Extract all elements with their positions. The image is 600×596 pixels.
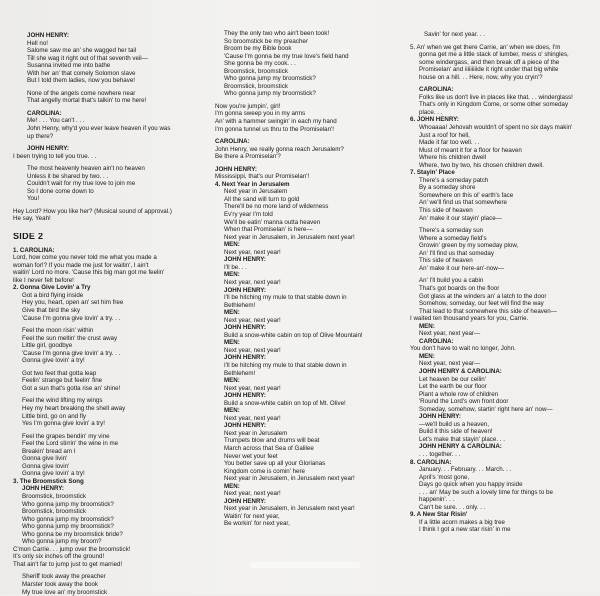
lyric-line: Next year in Jerusalem [224,429,288,437]
lyric-line: Marster took away the book [22,581,99,588]
lyric-heading: MEN: [224,241,240,249]
lyric-heading: JOHN HENRY: [224,422,266,430]
lyric-heading: 3. The Broomstick Song [13,477,84,485]
lyric-line: Can't be sure. . . only. . . [419,503,486,511]
lyric-line: Got glass at the winders an' a latch to the door [419,292,547,300]
lyric-line: Build it this side of heaven! [419,428,493,436]
lyric-line: April's 'most gone, [419,473,470,481]
lyric-heading: JOHN HENRY: [215,165,257,173]
lyric-line: Little girl, goodbye [22,342,73,350]
lyric-line: She gonna be my cook. . . [224,60,296,68]
lyric-line: Hey you, heart, open an' set him free [22,299,124,307]
lyric-line: An' make it our here-an'-now— [419,264,504,272]
lyric-line: Never wet your feet [224,452,278,460]
lyric-line: Bethlehem! [224,369,256,377]
lyric-line: Be workin' for next year, [224,520,290,528]
lyric-line: By a someday shore [419,184,476,192]
lyric-line: Broomstick, broomstick [22,508,86,516]
lyric-line: Couldn't wait for my true love to join me [27,180,136,188]
lyric-line: That angelly mortal that's talkin' to me here! [27,97,147,105]
lyric-line: There's a someday patch [419,176,489,184]
lyric-line: John Henry, we really gonna reach Jerusalem? [215,145,344,153]
lyric-line: . . . together. . . [419,450,461,458]
lyric-line: An' with a hammer swingin' in each my hand [215,118,337,126]
lyric-line: Somehow, someday, our feet will find the way [419,300,544,308]
lyric-line: like I never felt before! [13,276,74,284]
lyric-line: Let the earth be our floor [419,383,487,391]
lyric-line: Someday, somehow, startin' right here an' now— [419,405,553,413]
lyric-line: I'll be hitching my mule to that stable down in [224,361,347,369]
lyric-line: Little bird, go on and fly [22,412,86,420]
lyric-line: Kingdom come is comin' here [224,467,305,475]
lyric-heading: MEN: [224,377,240,385]
lyric-heading: CAROLINA: [215,138,250,146]
lyric-line: Got a bird flying inside [22,291,84,299]
lyric-heading: JOHN HENRY & CAROLINA: [419,367,502,375]
lyric-line: waitin' Lord no more. 'Cause this big man got me feelin' [13,269,165,277]
lyric-line: That lead to that somewhere this side of heaven— [419,307,557,315]
lyric-line: Lord, how come you never told me what you made a [13,254,157,262]
lyric-line: house on a hill. . . Here, now, why you cryin'? [419,73,543,81]
lyric-line: happenin'. . . [419,496,455,504]
lyric-line: 5. An' when we get there Carrie, an' when we does, I'm [410,43,561,51]
lyric-heading: 6. JOHN HENRY: [410,116,459,124]
lyric-line: Who gonna be my broomstick bride? [22,530,123,538]
lyric-heading: JOHN HENRY: [224,256,266,264]
lyric-heading: MEN: [224,339,240,347]
lyric-line: Next year, next year! [224,384,281,392]
lyric-line: That ain't far to jump just to get married! [13,560,123,568]
lyric-line: Hey my heart breaking the shell away [22,404,126,412]
lyric-line: Promiselan' and iiiiiiiiide it right under that big white [419,66,559,74]
lyric-line: You don't have to wait no longer, John. [410,345,516,353]
lyric-line: Who gonna jump my broomstick? [22,500,114,508]
lyric-line: Who gonna jump my broomstick? [224,75,316,83]
lyric-line: Next year in Jerusalem [224,188,288,196]
lyric-line: Days go quick when you happy inside [419,481,523,489]
lyric-line: January. . . February. . . March. . . [419,466,512,474]
lyric-line: Gonna give lovin' a try! [22,470,85,478]
lyric-heading: JOHN HENRY: [419,413,461,421]
lyric-line: I think I got a new star risin' in me [419,526,511,534]
lyric-line: Must of meant it for a floor for heaven [419,146,522,154]
lyric-line: With her an' that comely Solomon slave [27,69,136,77]
lyric-line: Whoaaaa! Jehovah wouldn't of spent no six days makin' [419,124,573,132]
lyric-line: There'll be no more land of wilderness [224,203,329,211]
lyric-line: Broomstick, broomstick [224,67,288,75]
lyric-line: 'Cause I'm gonna give lovin' a try. . . [22,349,121,357]
lyric-line: gonna get me a little stack of lumber, mess o' shingles, [419,51,569,59]
lyric-line: Give that bird the sky [22,306,81,314]
lyric-heading: 9. A New Star Risin' [410,511,468,519]
lyric-heading: CAROLINA: [419,337,454,345]
lyric-heading: JOHN HENRY: [224,324,266,332]
lyric-line: I'm gonna tunnel us thru to the Promiselan'! [215,125,334,133]
lyric-line: Broom be my Bible book [224,45,292,53]
lyric-line: My true love an' my broomstick [22,588,108,596]
lyric-line: Where, two by two, his chosen children dwell. [419,161,544,169]
lyric-line: Next year, next year! [224,414,281,422]
lyric-line: Feel the sun meltin' the crust away [22,334,118,342]
lyric-line: Feel the grapes bendin' my vine [22,432,110,440]
lyric-line: All the sand will turn to gold [224,195,300,203]
lyric-line: Feel the Lord stirrin' the wine in me [22,440,119,448]
lyric-line: Next year, next year! [224,316,281,324]
lyric-line: So I done come down to [27,187,94,195]
lyric-line: Hell no! [27,39,48,47]
lyric-line: There's a someday sun [419,227,484,235]
lyric-line: Savin' for next year. . . [424,31,486,38]
lyric-line: An' make it our stayin' place— [419,214,502,222]
lyric-line: March across that Sea of Galilee [224,444,314,452]
lyric-line: Susanna invited me into bathe [27,62,111,70]
lyric-heading: MEN: [419,352,435,360]
lyric-line: Next year, next year! [224,490,281,498]
lyric-line: An' we'll find us that somewhere [419,199,507,207]
lyric-line: Unless it be shared by two. . . [27,172,109,180]
lyric-heading: JOHN HENRY: [224,286,266,294]
lyric-heading: 8. CAROLINA: [410,458,452,466]
lyric-heading: JOHN HENRY: [224,354,266,362]
lyric-line: Now you're jumpin', girl! [215,102,281,110]
side-heading: SIDE 2 [13,233,44,241]
lyric-line: Where a someday field's [419,234,487,242]
lyric-line: Waitin' for next year, [224,512,280,520]
lyric-line: I waited ten thousand years for you, Carrie. [410,315,529,323]
lyric-line: Mississippi, that's our Promiselan'! [215,173,310,181]
column-left [13,32,199,596]
lyric-line: Let heaven be our ceilin' [419,375,486,383]
lyric-line: That's only in Kingdom Come, or some other someday [419,101,569,109]
lyric-heading: JOHN HENRY: [27,145,69,153]
lyric-line: Made it far too well. . . [419,139,480,147]
lyric-line: up there? [27,132,54,140]
lyric-line: Next year in Jerusalem, in Jerusalem next year! [224,233,355,241]
lyric-line: You! [27,195,40,203]
lyric-heading: MEN: [224,309,240,317]
column-right [410,31,596,534]
lyric-line: Yes I'm gonna give lovin' a try! [22,420,105,428]
lyric-line: Next year in Jerusalem, in Jerusalem next year! [224,475,355,483]
lyric-line: . . . an' May be such a lovely time for things to be [419,488,553,496]
lyric-line: Next year, next year— [419,360,481,368]
lyric-heading: JOHN HENRY: [224,392,266,400]
lyric-line: This side of heaven [419,257,473,265]
lyric-line: Next year, next year— [419,330,481,338]
lyric-heading: MEN: [419,322,435,330]
lyric-heading: CAROLINA: [419,86,454,94]
lyric-line: We'll be eatin' manna outta heaven [224,218,321,226]
lyric-line: Gonna give lovin' [22,462,70,470]
lyric-line: Got a sun that's gotta rise an' shine! [22,384,121,392]
lyric-line: Feelin' strange but feelin' fine [22,377,103,385]
lyric-line: Breakin' bread am I [22,447,76,455]
lyric-line: some windergass, and then break off a piece of the [419,58,560,66]
lyric-heading: 4. Next Year in Jerusalem [215,180,290,188]
lyric-line: 'Cause I'm gonna be my true love's field hand [224,52,349,60]
lyric-line: He say, Yeah! [13,215,51,223]
lyric-line: Be there a Promiselan'? [215,153,281,161]
lyric-line: They the only two who ain't been took! [224,30,330,37]
lyric-line: I'm gonna sweep you in my arms [215,110,306,118]
lyric-line: If a little acorn makes a big tree [419,518,505,526]
lyric-line: Folks like us don't live in places like that. . . winderglass! [419,93,573,101]
lyric-heading: 2. Gonna Give Lovin' a Try [13,284,91,292]
lyric-heading: 7. Stayin' Place [410,169,455,177]
lyric-line: Next year, next year! [224,278,281,286]
lyric-line: woman for!? If you made me just for waitin', I ain't [13,261,149,269]
lyric-line: 'Round the Lord's own front door [419,398,509,406]
lyric-line: place. . . [419,108,443,116]
lyric-line: But I told them ladies, now you behave! [27,77,136,85]
lyric-line: An' I'll build you a cabin [419,277,484,285]
lyric-line: Broomstick, broomstick [22,492,86,500]
lyric-line: C'mon Carrie. . . jump over the broomstick! [13,545,131,553]
lyric-line: Let's make that stayin' place. . . [419,435,505,443]
lyric-line: None of the angels come nowhere near [27,89,136,97]
lyric-line: Broomstick, broomstick [224,82,288,90]
lyric-line: Growin' green by my someday plow, [419,242,519,250]
lyric-line: Till she wag it right out of that seventh veil— [27,54,148,62]
lyric-line: 'Cause I'm gonna give lovin' a try. . . [22,314,121,322]
lyric-heading: JOHN HENRY: [27,32,69,39]
lyric-line: Got two feet that gotta leap [22,369,97,377]
lyric-line: —we'll build us a heaven, [419,420,489,428]
lyric-line: Feel the wind lifting my wings [22,397,103,405]
lyric-line: I'll be. . . [224,263,247,271]
lyric-line: Next year, next year! [224,346,281,354]
lyric-line: Gonna give livin' [22,455,68,463]
lyric-heading: JOHN HENRY & CAROLINA: [419,443,502,451]
lyric-line: Bethlehem! [224,301,256,309]
lyric-line: An' I'll find us that someday [419,249,494,257]
lyric-line: I been trying to tell you true. . . [13,152,97,160]
lyric-line: You better save up all your Glorianas [224,460,326,468]
lyric-line: Feel the moon risin' within [22,327,94,335]
lyric-line: Who gonna jump my broomstick? [22,523,114,531]
lyric-line: Just a roof for hell, [419,131,470,139]
lyric-line: It's only six inches off the ground! [13,553,105,561]
lyric-line: Somewhere on this ol' earth's face [419,191,514,199]
lyric-line: Where his children dwell [419,154,487,162]
lyric-heading: MEN: [224,271,240,279]
lyric-line: I'll be hitching my mule to that stable down in [224,294,347,302]
lyric-line: Who gonna jump my broomstick? [224,90,316,98]
lyric-heading: MEN: [224,407,240,415]
lyric-line: Me! . . . You can't . . . [27,117,85,125]
lyric-line: So broomstick be my preacher [224,37,308,45]
column-middle [215,30,405,528]
lyric-line: Build a snow-white cabin on top of Mt. Olive! [224,399,346,407]
lyric-line: Trumpets blow and drums will beat [224,437,320,445]
lyric-line: Gonna give lovin' a try! [22,357,85,365]
lyric-heading: 1. CAROLINA: [13,246,55,254]
lyric-line: Next year, next year! [224,248,281,256]
lyric-line: Build a snow-white cabin on top of Olive Mountain! [224,331,363,339]
lyric-line: Who gonna jump my broom? [22,538,102,546]
lyric-line: When that Promiselan' is here— [224,226,313,234]
lyric-line: That's got boards on the floor [419,284,500,292]
lyric-line: Salome saw me an' she wagged her tail [27,47,137,55]
lyric-line: The most heavenly heaven ain't no heaven [27,165,145,173]
lyric-line: Next year in Jerusalem, in Jerusalem next year! [224,505,355,513]
lyric-heading: JOHN HENRY: [22,485,64,493]
paper-glare [250,562,360,568]
lyric-heading: JOHN HENRY: [224,497,266,505]
lyric-line: Hey Lord? How you like her? (Musical sound of approval.) [13,207,172,215]
lyric-line: This side of heaven [419,207,473,215]
lyric-line: Who gonna jump my broomstick? [22,515,114,523]
lyric-line: John Henry, why'd you ever leave heaven if you was [27,125,171,133]
lyric-line: Ev'ry year I'm told [224,211,273,219]
lyric-line: Sheriff took away the preacher [22,573,106,581]
lyric-heading: MEN: [224,482,240,490]
lyric-heading: CAROLINA: [27,109,62,117]
lyric-line: Plant a whole row of children [419,390,499,398]
